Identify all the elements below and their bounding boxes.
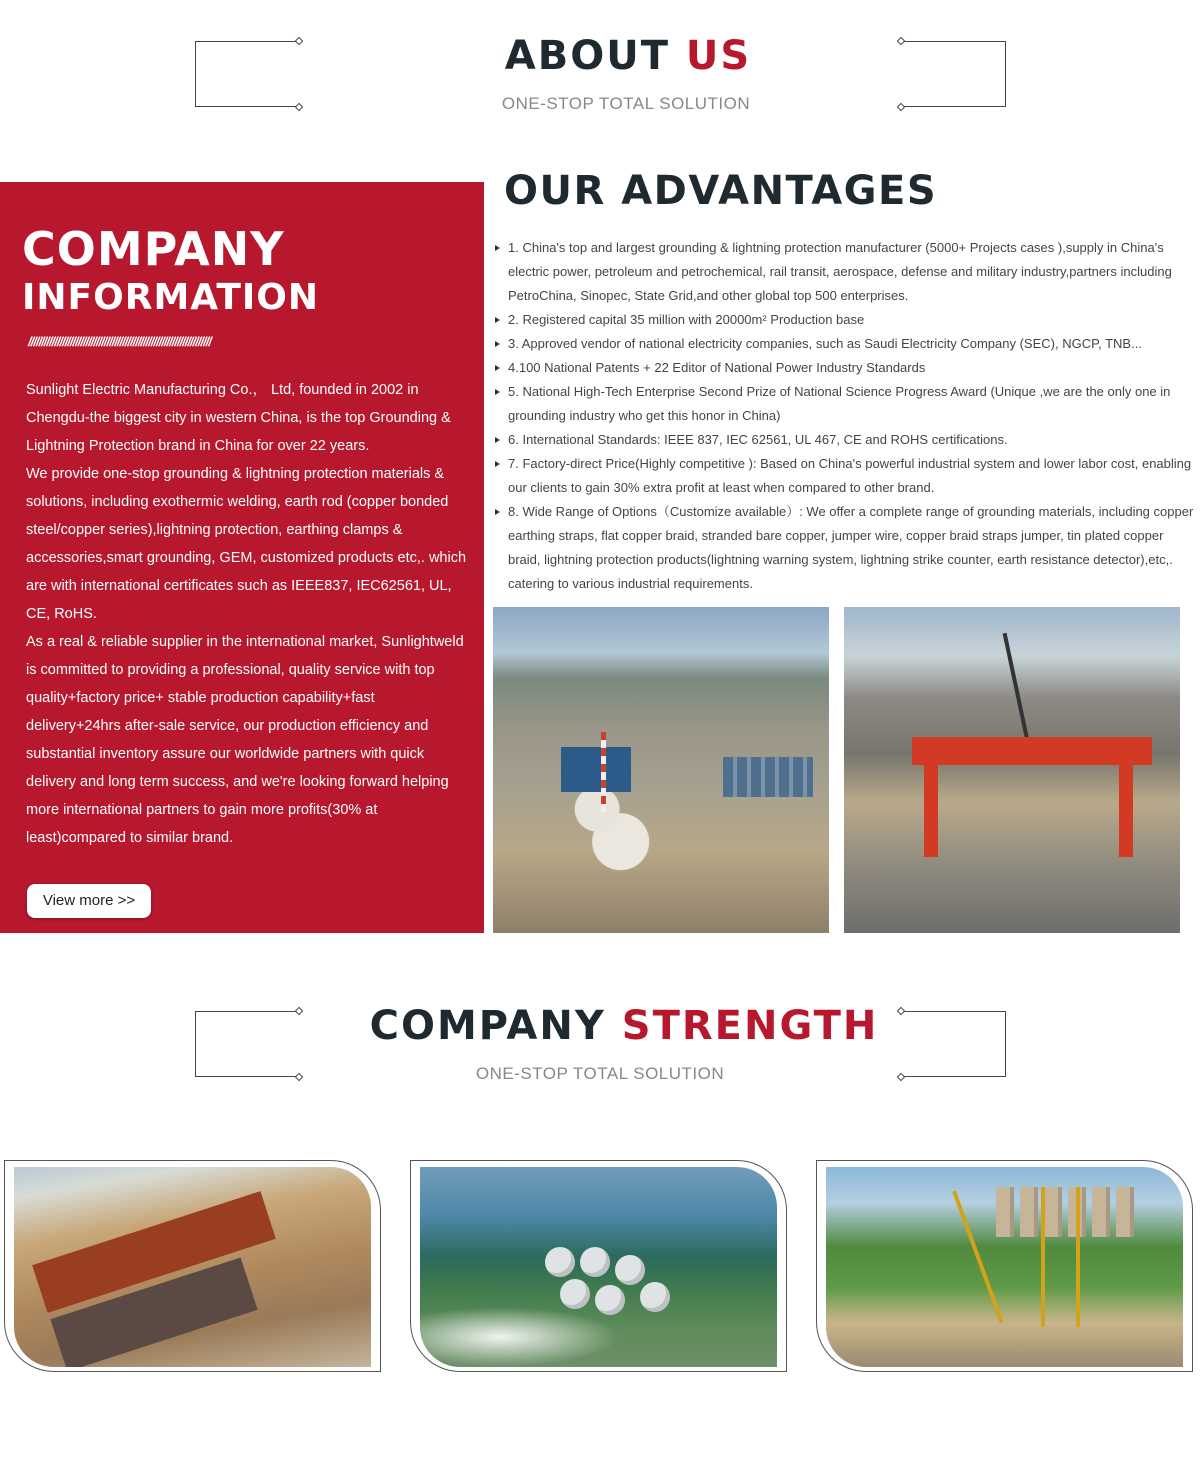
photo-detail [561, 747, 631, 792]
section-subtitle: ONE-STOP TOTAL SOLUTION [501, 94, 751, 113]
advantages-title: OUR ADVANTAGES [504, 168, 938, 214]
photo-detail [924, 757, 938, 857]
photo-detail [912, 737, 1152, 765]
decorative-divider: ////////////////////////////////////////////////////////////////////// [28, 334, 211, 349]
section-title [0, 1003, 1200, 1049]
about-heading [0, 33, 1200, 121]
photo-detail [723, 757, 813, 797]
photo-detail [580, 1247, 610, 1277]
advantage-item: 3. Approved vendor of national electricity companies, such as Saudi Electricity Company (SEC), NGCP, TNB... [494, 332, 1194, 356]
photo-detail [640, 1282, 670, 1312]
photo-detail [545, 1247, 575, 1277]
section-title [0, 33, 1200, 79]
construction-site-photo [826, 1167, 1183, 1367]
title-accent: STRENGTH [621, 1003, 879, 1049]
advantage-item: 4.100 National Patents + 22 Editor of National Power Industry Standards [494, 356, 1194, 380]
advantage-item: 7. Factory-direct Price(Highly competitive ): Based on China's powerful industrial system and lower labor cost, enabling our clients to gain 30% extra profit at least when compared to other brand. [494, 452, 1194, 500]
photo-detail [615, 1255, 645, 1285]
company-commitment-paragraph: As a real & reliable supplier in the international market, Sunlightweld is committed to providing a professional, quality service with top quality+factory price+ stable production capability+fast delivery+24hrs after-sale service, our production efficiency and substantial inventory assure our worldwide partners with quick delivery and long term success, and we're looking forward helping more international partners to gain more profits(30% at least)compared to similar brand. [26, 634, 464, 846]
photo-detail [601, 732, 606, 812]
title-main: COMPANY [369, 1003, 622, 1049]
company-info-panel [0, 182, 484, 933]
photo-detail [1041, 1187, 1045, 1327]
advantage-item: 8. Wide Range of Options（Customize available）: We offer a complete range of grounding materials, including copper earthing straps, flat copper braid, stranded bare copper, jumper wire, copper braid straps jumper, tin plated copper braid, lightning protection products(lightning warning system, lightning strike counter, earth resistance detector),etc,. catering to various industrial requirements. [494, 500, 1194, 596]
steel-structure-site-photo [14, 1167, 371, 1367]
company-info-title-line2: INFORMATION [22, 277, 320, 318]
strength-card[interactable] [4, 1160, 381, 1372]
lng-terminal-photo [420, 1167, 777, 1367]
company-services-paragraph: We provide one-stop grounding & lightning protection materials & solutions, including exothermic welding, earth rod (copper bonded steel/copper series),lightning protection, earthing clamps & accessories,smart grounding, GEM, customized products etc,. which are with international certificates such as IEEE837, IEC62561, UL, CE, RoHS. [26, 466, 467, 622]
title-main: ABOUT [504, 33, 686, 79]
photo-detail [1003, 633, 1030, 741]
view-more-button[interactable]: View more >> [27, 884, 151, 918]
advantage-item: 1. China's top and largest grounding & lightning protection manufacturer (5000+ Projects cases ),supply in China's electric power, petroleum and petrochemical, rail transit, aerospace, defense and military industry,partners including PetroChina, Sinopec, State Grid,and other global top 500 enterprises. [494, 236, 1194, 308]
advantage-item: 2. Registered capital 35 million with 20000m² Production base [494, 308, 1194, 332]
company-info-title-line1: COMPANY [22, 222, 285, 276]
title-accent: US [685, 33, 752, 79]
advantages-list [494, 236, 1194, 596]
strength-card[interactable] [816, 1160, 1193, 1372]
company-intro-paragraph: Sunlight Electric Manufacturing Co.， Ltd, founded in 2002 in Chengdu-the biggest city in western China, is the top Grounding & Lightning Protection brand in China for over 22 years. [26, 382, 451, 454]
photo-detail [560, 1279, 590, 1309]
strength-card[interactable] [410, 1160, 787, 1372]
strength-heading [0, 1003, 1200, 1091]
advantage-item: 5. National High-Tech Enterprise Second Prize of National Science Progress Award (Unique ,we are the only one in grounding industry who get this honor in China) [494, 380, 1194, 428]
photo-detail [420, 1307, 620, 1367]
advantage-item: 6. International Standards: IEEE 837, IEC 62561, UL 467, CE and ROHS certifications. [494, 428, 1194, 452]
petrochemical-plant-photo [493, 607, 829, 933]
section-subtitle: ONE-STOP TOTAL SOLUTION [475, 1064, 725, 1083]
photo-detail [996, 1187, 1136, 1237]
rail-transit-site-photo [844, 607, 1180, 933]
photo-detail [1076, 1187, 1080, 1327]
photo-detail [1119, 757, 1133, 857]
